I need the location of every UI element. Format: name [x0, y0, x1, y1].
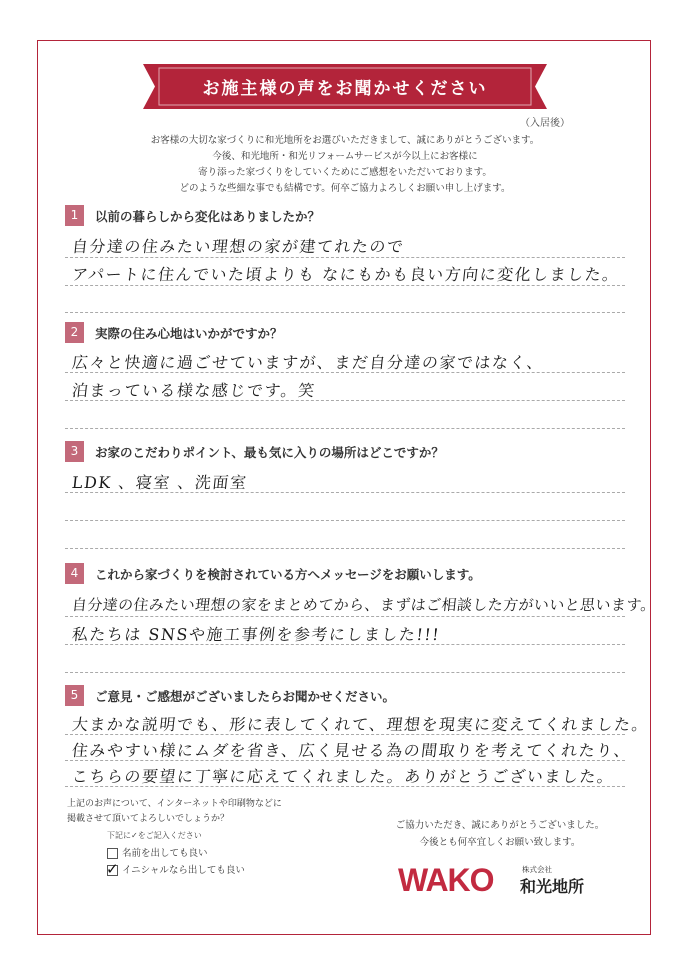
- question-number-badge: 2: [65, 322, 84, 343]
- company-type: 株式会社: [522, 865, 552, 874]
- consent-option-initials[interactable]: [107, 862, 245, 876]
- question-text: これから家づくりを検討されている方へメッセージをお願いします。: [95, 567, 481, 582]
- question-text: 実際の住み心地はいかがですか？: [95, 326, 283, 341]
- checkbox-checked[interactable]: [106, 860, 119, 878]
- consent-line: 上記のお声について、インターネットや印刷物などに: [67, 799, 282, 809]
- answer-rule: [65, 312, 625, 313]
- company-name: 和光地所: [520, 877, 585, 896]
- answer-line: こちらの要望に丁寧に応えてくれました。ありがとうございました。: [70, 767, 616, 786]
- checkbox-unchecked[interactable]: [107, 848, 118, 859]
- question-text: お家のこだわりポイント、最も気に入りの場所はどこですか？: [95, 445, 444, 460]
- page-subtitle: （入居後）: [520, 118, 570, 129]
- consent-line: 掲載させて頂いてよろしいでしょうか？: [67, 814, 230, 824]
- answer-rule: [65, 285, 625, 286]
- answer-rule: [65, 520, 625, 521]
- answer-line: 泊まっている様な感じです。笑: [70, 381, 317, 400]
- answer-rule: [65, 492, 625, 493]
- answer-rule: [65, 372, 625, 373]
- answer-rule: [65, 548, 625, 549]
- question-number-badge: 4: [65, 563, 84, 584]
- intro-line: どのような些細な事でも結構です。何卒ご協力よろしくお願い申し上げます。: [179, 183, 511, 194]
- answer-line: 自分達の住みたい理想の家が建てれたので: [70, 237, 406, 256]
- consent-question: [67, 797, 282, 827]
- answer-line: 広々と快適に過ごせていますが、まだ自分達の家ではなく、: [70, 353, 546, 372]
- question-text: ご意見・ご感想がございましたらお聞かせください。: [95, 689, 396, 704]
- answer-line: 私たちは SNSや施工事例を参考にしました!!!: [70, 625, 442, 644]
- closing-line: 今後とも何卒宜しくお願い致します。: [419, 837, 581, 848]
- question-number-badge: 1: [65, 205, 84, 226]
- closing-line: ご協力いただき、誠にありがとうございました。: [395, 820, 605, 831]
- question-number-badge: 5: [65, 685, 84, 706]
- closing-message: [360, 817, 640, 851]
- option-label: イニシャルなら出しても良い: [122, 865, 245, 876]
- answer-line: 住みやすい様にムダを省き、広く見せる為の間取りを考えてくれたり、: [70, 741, 633, 760]
- answer-line: 自分達の住みたい理想の家をまとめてから、まずはご相談した方がいいと思います。: [71, 596, 657, 614]
- page-title: お施主様の声をお聞かせください: [202, 79, 488, 99]
- answer-line: LDK 、寝室 、洗面室: [70, 473, 249, 492]
- answer-rule: [65, 672, 625, 673]
- intro-line: 寄り添った家づくりをしていくためにご感想をいただいております。: [198, 167, 492, 178]
- checkmark-icon: ✓: [106, 860, 119, 878]
- consent-instruction: 下記に✓をご記入ください: [107, 831, 202, 840]
- intro-text: [60, 133, 630, 197]
- title-banner: [143, 64, 547, 109]
- answer-rule: [65, 616, 625, 617]
- answer-rule: [65, 400, 625, 401]
- question-text: 以前の暮らしから変化はありましたか？: [95, 209, 321, 224]
- intro-line: お客様の大切な家づくりに和光地所をお選びいただきまして、誠にありがとうございます。: [150, 135, 540, 146]
- answer-line: 大まかな説明でも、形に表してくれて、理想を現実に変えてくれました。: [70, 715, 651, 734]
- answer-line: アパートに住んでいた頃よりも なにもかも良い方向に変化しました。: [70, 265, 621, 284]
- answer-rule: [65, 760, 625, 761]
- consent-option-name[interactable]: [107, 845, 208, 859]
- answer-rule: [65, 257, 625, 258]
- answer-rule: [65, 734, 625, 735]
- question-number-badge: 3: [65, 441, 84, 462]
- answer-rule: [65, 644, 625, 645]
- intro-line: 今後、和光地所・和光リフォームサービスが今以上にお客様に: [212, 151, 478, 162]
- wako-logo: WAKO: [398, 862, 494, 898]
- option-label: 名前を出しても良い: [122, 848, 208, 859]
- answer-rule: [65, 428, 625, 429]
- answer-rule: [65, 786, 625, 787]
